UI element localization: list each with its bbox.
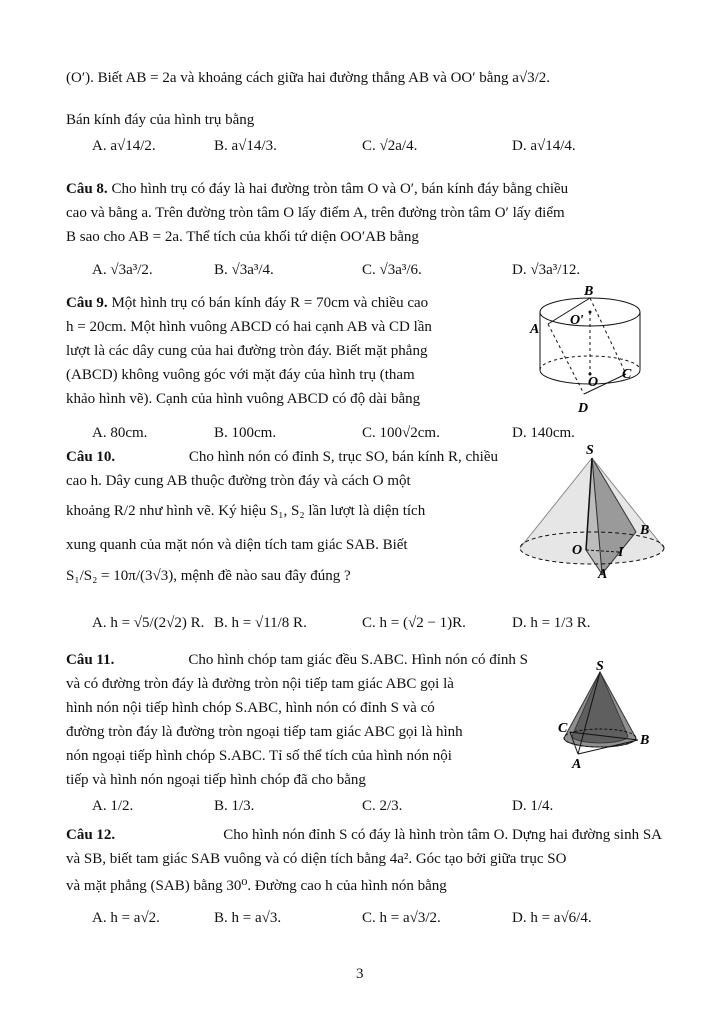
q10-line-4: xung quanh của mặt nón và diện tích tam giác SAB. Biết <box>66 537 408 553</box>
fig9-label-c: C <box>622 367 632 382</box>
q10-line-5: S₁/S₂ = 10π/(3√3), mệnh đề nào sau đây đúng ? <box>66 568 351 584</box>
q11-line-6: tiếp và hình nón ngoại tiếp hình chóp đã cho bằng <box>66 772 366 788</box>
fig9-label-o: O <box>588 375 599 390</box>
q12-option-c[interactable]: C. h = a√3/2. <box>362 910 441 926</box>
q7-option-c[interactable]: C. √2a/4. <box>362 138 418 154</box>
q8-label: Câu 8. <box>66 181 108 197</box>
q8-line-2: cao và bằng a. Trên đường tròn tâm O lấy điểm A, trên đường tròn tâm O′ lấy điểm <box>66 205 565 221</box>
q10-line-2: cao h. Dây cung AB thuộc đường tròn đáy và cách O một <box>66 473 411 489</box>
q10-text-1: Cho hình nón có đỉnh S, trục SO, bán kính R, chiều <box>188 449 498 465</box>
cone-figure <box>512 440 672 580</box>
q12-option-b[interactable]: B. h = a√3. <box>214 910 282 926</box>
q9-option-a[interactable]: A. 80cm. <box>92 425 148 441</box>
page-number: 3 <box>356 966 364 982</box>
q8-text-1: Cho hình trụ có đáy là hai đường tròn tâm O và O′, bán kính đáy bằng chiều <box>111 181 569 197</box>
q9-text-1: Một hình trụ có bán kính đáy R = 70cm và chiều cao <box>111 295 429 311</box>
q9-line-2: h = 20cm. Một hình vuông ABCD có hai cạnh AB và CD lần <box>66 319 432 335</box>
q7-option-a[interactable]: A. a√14/2. <box>92 138 156 154</box>
q11-line-5: nón ngoại tiếp hình chóp S.ABC. Tỉ số thể tích của hình nón nội <box>66 748 452 764</box>
q12-text-1: Cho hình nón đỉnh S có đáy là hình tròn tâm O. Dựng hai đường sinh SA <box>223 827 662 843</box>
q12-option-a[interactable]: A. h = a√2. <box>92 910 160 926</box>
fig10-label-b: B <box>640 523 650 538</box>
cylinder-figure <box>528 286 658 418</box>
q11-line-4: đường tròn đáy là đường tròn ngoại tiếp tam giác ABC gọi là hình <box>66 724 463 740</box>
q10-option-c[interactable]: C. h = (√2 − 1)R. <box>362 615 466 631</box>
q9-line-4: (ABCD) không vuông góc với mặt đáy của hình trụ (tham <box>66 367 415 383</box>
fig9-label-d: D <box>578 401 589 416</box>
q7-option-b[interactable]: B. a√14/3. <box>214 138 277 154</box>
q8-line-1 <box>66 181 568 198</box>
q10-line-3: khoảng R/2 như hình vẽ. Ký hiệu S₁, S₂ lần lượt là diện tích <box>66 503 426 519</box>
q9-line-5: khảo hình vẽ). Cạnh của hình vuông ABCD có độ dài bằng <box>66 391 421 407</box>
q10-line-1 <box>66 449 498 466</box>
pyramid-cone-figure <box>556 660 656 772</box>
fig9-label-a: A <box>530 322 540 337</box>
q7-option-d[interactable]: D. a√14/4. <box>512 138 576 154</box>
q11-option-a[interactable]: A. 1/2. <box>92 798 134 814</box>
q11-option-d[interactable]: D. 1/4. <box>512 798 554 814</box>
q9-line-1 <box>66 295 428 312</box>
q8-option-b[interactable]: B. √3a³/4. <box>214 262 274 278</box>
fig10-label-o: O <box>572 543 583 558</box>
q9-option-d[interactable]: D. 140cm. <box>512 425 575 441</box>
q12-line-2: và SB, biết tam giác SAB vuông và có diện tích bằng 4a². Góc tạo bởi giữa trục SO <box>66 851 567 867</box>
q10-option-a[interactable]: A. h = √5/(2√2) R. <box>92 615 205 631</box>
fig9-label-b: B <box>584 286 594 299</box>
q8-option-c[interactable]: C. √3a³/6. <box>362 262 422 278</box>
q9-option-b[interactable]: B. 100cm. <box>214 425 277 441</box>
fig11-label-a: A <box>572 757 582 772</box>
q9-line-3: lượt là các dây cung của hai đường tròn đáy. Biết mặt phẳng <box>66 343 428 359</box>
q7-line-1: (O′). Biết AB = 2a và khoảng cách giữa hai đường thẳng AB và OO′ bằng a√3/2. <box>66 70 551 86</box>
q11-option-b[interactable]: B. 1/3. <box>214 798 255 814</box>
fig11-label-b: B <box>640 733 650 748</box>
q8-option-a[interactable]: A. √3a³/2. <box>92 262 153 278</box>
q11-line-2: và có đường tròn đáy là đường tròn nội tiếp tam giác ABC gọi là <box>66 676 454 692</box>
q11-line-1 <box>66 652 528 669</box>
fig10-label-a: A <box>598 567 608 580</box>
q11-line-3: hình nón nội tiếp hình chóp S.ABC, hình nón có đỉnh S và có <box>66 700 435 716</box>
fig10-label-s: S <box>586 443 594 458</box>
q10-option-b[interactable]: B. h = √11/8 R. <box>214 615 307 631</box>
q12-label: Câu 12. <box>66 827 116 843</box>
q11-text-1: Cho hình chóp tam giác đều S.ABC. Hình nón có đỉnh S <box>188 652 528 668</box>
q9-option-c[interactable]: C. 100√2cm. <box>362 425 440 441</box>
q10-label: Câu 10. <box>66 449 116 465</box>
q8-line-3: B sao cho AB = 2a. Thể tích của khối tứ diện OO′AB bằng <box>66 229 419 245</box>
fig9-label-o-prime: O′ <box>570 313 585 328</box>
q11-option-c[interactable]: C. 2/3. <box>362 798 403 814</box>
q10-option-d[interactable]: D. h = 1/3 R. <box>512 615 591 631</box>
q9-label: Câu 9. <box>66 295 108 311</box>
q7-line-2: Bán kính đáy của hình trụ bằng <box>66 112 255 128</box>
q11-label: Câu 11. <box>66 652 115 668</box>
q12-option-d[interactable]: D. h = a√6/4. <box>512 910 592 926</box>
q12-line-3: và mặt phẳng (SAB) bằng 30⁰. Đường cao h của hình nón bằng <box>66 878 447 894</box>
fig11-label-c: C <box>558 721 568 736</box>
q12-line-1 <box>66 827 662 844</box>
fig10-label-i: I <box>618 545 624 560</box>
fig11-label-s: S <box>596 660 604 674</box>
q8-option-d[interactable]: D. √3a³/12. <box>512 262 581 278</box>
